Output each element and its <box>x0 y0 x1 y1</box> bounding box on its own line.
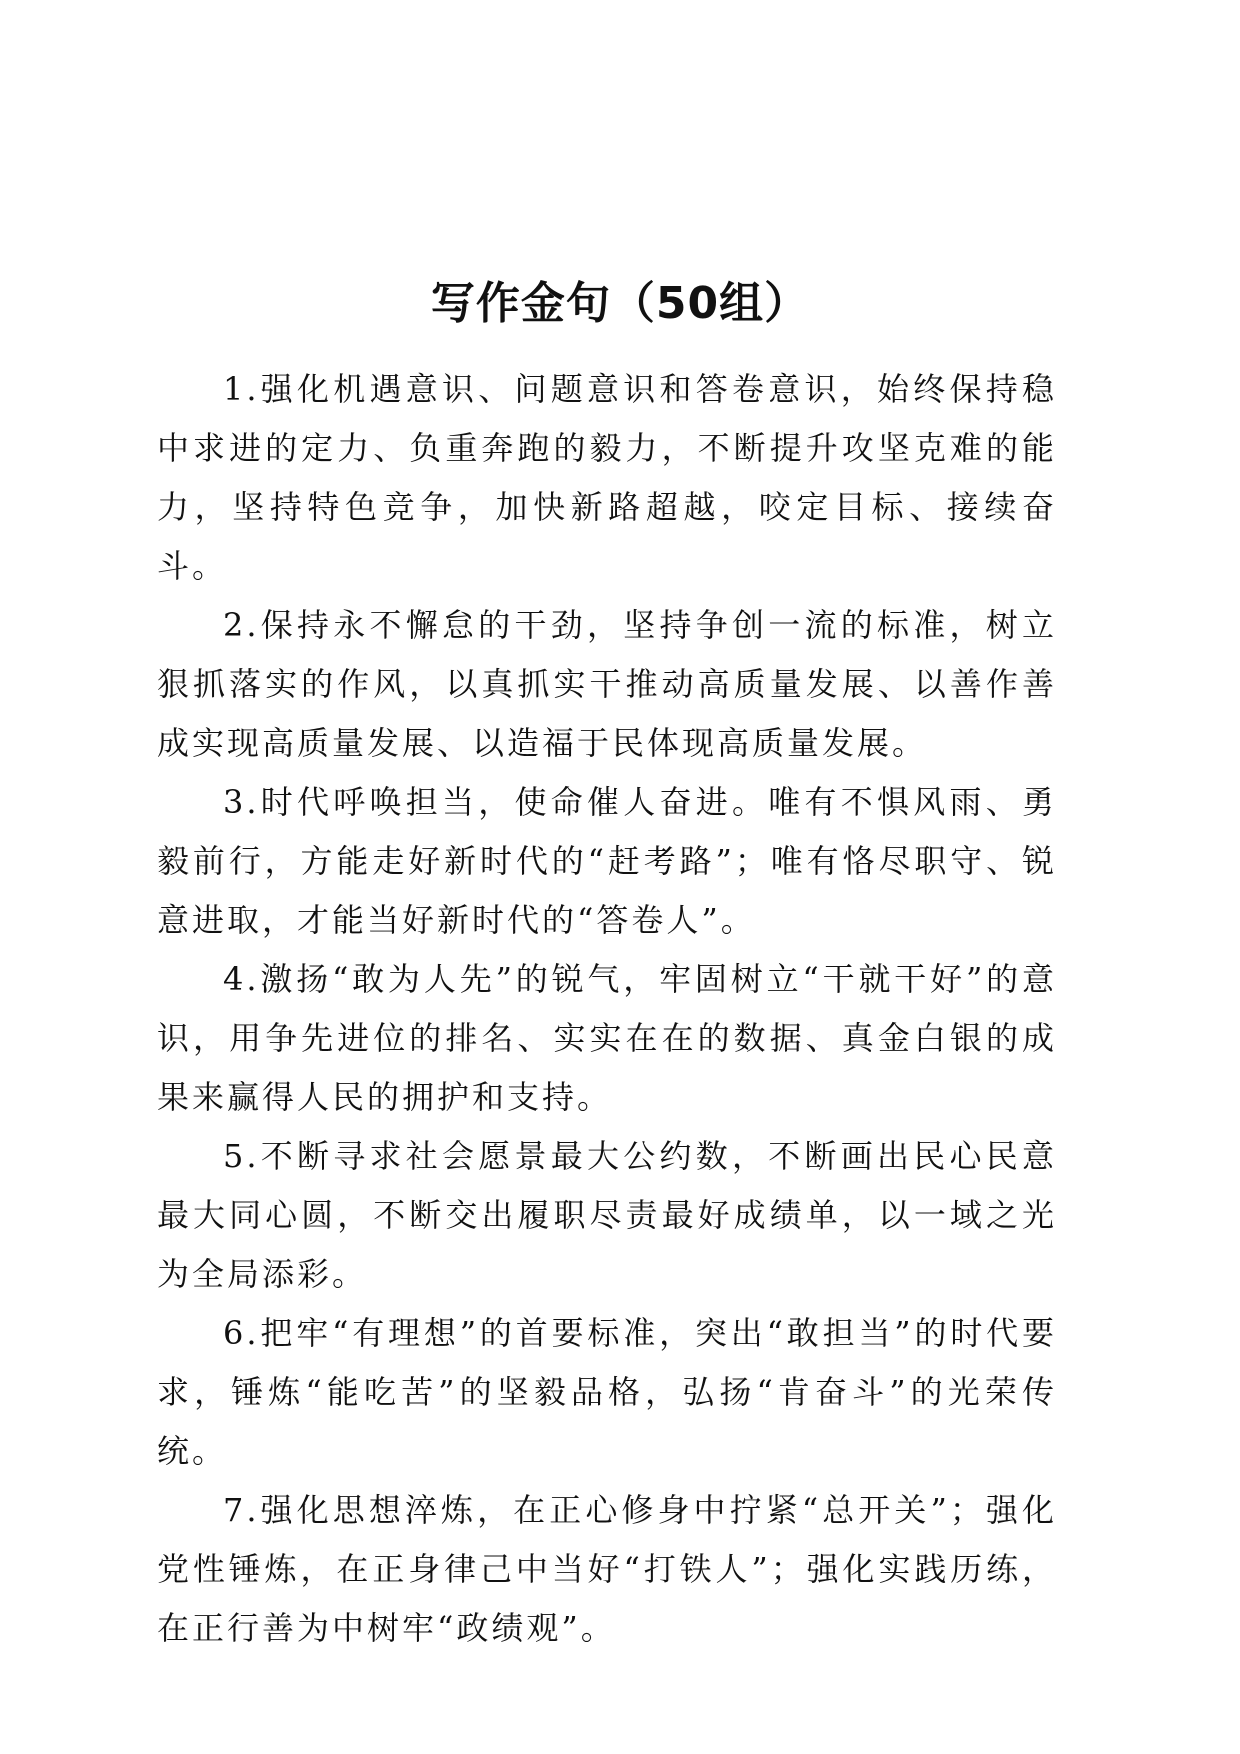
page-title: 写作金句（50组） <box>430 278 810 329</box>
paragraph-4: 4.激扬“敢为人先”的锐气，牢固树立“干就干好”的意识，用争先进位的排名、实实在在的数据、真金白银的成果来赢得人民的拥护和支持。 <box>157 960 1057 1116</box>
paragraph-7: 7.强化思想淬炼，在正心修身中拧紧“总开关”；强化党性锤炼，在正身律己中当好“打铁人”；强化实践历练，在正行善为中树牢“政绩观”。 <box>157 1491 1057 1647</box>
body-text <box>157 360 1057 1658</box>
paragraph-2: 2.保持永不懈怠的干劲，坚持争创一流的标准，树立狠抓落实的作风，以真抓实干推动高质量发展、以善作善成实现高质量发展、以造福于民体现高质量发展。 <box>157 606 1057 762</box>
paragraph-5: 5.不断寻求社会愿景最大公约数，不断画出民心民意最大同心圆，不断交出履职尽责最好成绩单，以一域之光为全局添彩。 <box>157 1137 1057 1293</box>
paragraph-1: 1.强化机遇意识、问题意识和答卷意识，始终保持稳中求进的定力、负重奔跑的毅力，不断提升攻坚克难的能力，坚持特色竞争，加快新路超越，咬定目标、接续奋斗。 <box>157 370 1057 585</box>
paragraph-6: 6.把牢“有理想”的首要标准，突出“敢担当”的时代要求，锤炼“能吃苦”的坚毅品格，弘扬“肯奋斗”的光荣传统。 <box>157 1314 1057 1470</box>
paragraph-3: 3.时代呼唤担当，使命催人奋进。唯有不惧风雨、勇毅前行，方能走好新时代的“赶考路”；唯有恪尽职守、锐意进取，才能当好新时代的“答卷人”。 <box>157 783 1057 939</box>
